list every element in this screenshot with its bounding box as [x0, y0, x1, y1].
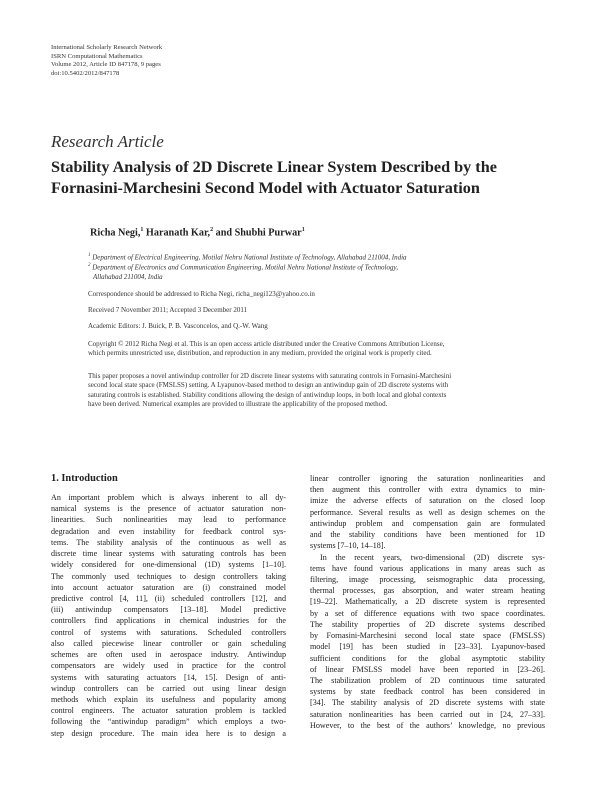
- affiliation-mark: 2: [88, 263, 91, 268]
- affiliation-2: [88, 261, 558, 282]
- body-text-line: An important problem which is always inherent to all dy-: [51, 493, 286, 502]
- journal-name: International Scholarly Research Network: [51, 44, 163, 51]
- body-text-line: In the recent years, two-dimensional (2D) discrete sys-: [320, 552, 545, 562]
- body-text-line: control of systems with saturations. Scheduled controllers: [51, 627, 286, 637]
- author-affiliation-mark: 1: [301, 227, 305, 233]
- body-text-line: (iii) antiwindup compensators [13–18]. Model predictive: [51, 605, 286, 615]
- body-text-line: However, to the best of the authors’ knowledge, no previous: [310, 720, 545, 730]
- body-text-line: compensators are widely used in practice for the control: [51, 661, 286, 671]
- body-text-line: tems have found various applications in many areas such as: [310, 563, 545, 573]
- abstract-line: have been derived. Numerical examples are provided to illustrate the applicability of the proposed method.: [88, 399, 388, 408]
- correspondence-note: Correspondence should be addressed to Richa Negi, richa_negi123@yahoo.co.in: [88, 290, 315, 298]
- body-text-line: systems [7–10, 14–18].: [310, 541, 386, 551]
- body-text-line: step design procedure. The main idea here is to design a: [51, 728, 286, 738]
- author-affiliation-mark: 2: [210, 227, 214, 233]
- body-text-line: thermal processes, gas absorption, and water stream heating: [310, 586, 545, 596]
- received-dates: Received 7 November 2011; Accepted 3 December 2011: [88, 306, 248, 314]
- body-text-line: The stability properties of 2D discrete systems described: [310, 619, 545, 629]
- academic-editors: Academic Editors: J. Buick, P. B. Vasconcelos, and Q.-W. Wang: [88, 322, 268, 330]
- body-text-line: [19–22]. Mathematically, a 2D discrete system is represented: [310, 597, 545, 607]
- title-line: Fornasini-Marchesini Second Model with Actuator Saturation: [51, 178, 480, 197]
- body-text-line: controllers find applications in chemical industries for the: [51, 616, 286, 626]
- abstract-line: saturating controls is established. Stability conditions allowing the design of antiwindup loops, in both local and global contexts: [88, 390, 447, 399]
- body-column-left: [51, 492, 286, 739]
- abstract-line: This paper proposes a novel antiwindup controller for 2D discrete linear systems with saturating controls in Fornasini-Marchesini: [88, 372, 452, 380]
- body-text-line: by a set of difference equations with two space coordinates.: [310, 608, 545, 618]
- title-line: Stability Analysis of 2D Discrete Linear System Described by the: [51, 158, 497, 176]
- copyright-line: Copyright © 2012 Richa Negi et al. This is an open access article distributed under the Creative Commons Attribution License,: [88, 340, 445, 348]
- body-text-line: sufficient conditions for the global asymptotic stability: [310, 653, 545, 663]
- body-text-line: then augment this controller with extra dynamics to min-: [310, 485, 545, 495]
- body-text-line: namical systems is the presence of actuator saturation non-: [51, 504, 286, 514]
- abstract: [88, 372, 558, 409]
- author-name: Haranath Kar,: [143, 227, 211, 239]
- paper-title: [51, 157, 571, 198]
- body-text-line: [34]. The stability analysis of 2D discrete systems with state: [310, 698, 545, 708]
- body-text-line: and the stability conditions have been mentioned for 1D: [310, 530, 545, 540]
- journal-doi: doi:10.5402/2012/847178: [51, 69, 120, 77]
- body-text-line: widely considered for one-dimensional (1D) systems [1–10].: [51, 560, 286, 570]
- abstract-line: second local state space (FMSLSS) setting. A Lyapunov-based method to design an antiwindup gain of 2D discrete systems with: [88, 381, 449, 390]
- copyright-notice: [88, 340, 558, 359]
- body-text-line: following the “antiwindup paradigm” which employs a two-: [51, 717, 286, 727]
- body-text-line: filtering, image processing, seismographic data processing,: [310, 574, 545, 584]
- body-text-line: The stabilization problem of 2D continuous time saturated: [310, 675, 545, 685]
- author-name: and Shubhi Purwar: [213, 227, 302, 239]
- affiliation-text: Allahabad 211004, India: [93, 272, 163, 281]
- section-heading: 1. Introduction: [51, 473, 118, 484]
- affiliation-text: Department of Electrical Engineering, Motilal Nehru National Institute of Technology, Allahabad 211004, India: [90, 253, 407, 262]
- body-text-line: The commonly used techniques to design controllers taking: [51, 571, 286, 581]
- author-list: [90, 227, 305, 238]
- body-column-right: [310, 473, 545, 731]
- copyright-line: which permits unrestricted use, distribution, and reproduction in any medium, provided the original work is properly cited.: [88, 349, 432, 358]
- author-name: Richa Negi,: [90, 227, 141, 239]
- body-text-line: of linear FMSLSS model have been reported in [23–26].: [310, 664, 545, 674]
- body-text-line: model [19] has been studied in [23–33]. Lyapunov-based: [310, 642, 545, 652]
- body-text-line: linear controller ignoring the saturation nonlinearities and: [310, 474, 545, 483]
- body-text-line: by Fornasini-Marchesini second local state space (FMSLSS): [310, 631, 545, 641]
- body-text-line: linearities. Such nonlinearities may lead to performance: [51, 515, 286, 525]
- body-text-line: imize the adverse effects of saturation on the closed loop: [310, 496, 545, 506]
- body-text-line: windup controllers can be carried out using linear design: [51, 683, 286, 693]
- body-text-line: degradation and even instability for feedback control sys-: [51, 526, 286, 536]
- journal-subtitle: ISRN Computational Mathematics: [51, 52, 143, 60]
- affiliation-text: Department of Electronics and Communication Engineering, Motilal Nehru National Institute of Technology,: [90, 263, 398, 272]
- body-text-line: control engineers. The actuator saturation problem is tackled: [51, 706, 286, 716]
- body-text-line: tems. The stability analysis of the continuous as well as: [51, 537, 286, 547]
- body-text-line: performance. Several results as well as design schemes on the: [310, 507, 545, 517]
- body-text-line: methods which explain its usefulness and popularity among: [51, 694, 286, 704]
- body-text-line: predictive control [4, 11], (ii) scheduled controllers [12], and: [51, 593, 286, 603]
- article-type: Research Article: [51, 132, 164, 151]
- body-text-line: also called piecewise linear controller or gain scheduling: [51, 638, 286, 648]
- body-text-line: systems with saturating actuators [14, 15]. Design of anti-: [51, 672, 286, 682]
- affiliation-mark: 1: [88, 253, 91, 258]
- journal-volume: Volume 2012, Article ID 847178, 9 pages: [51, 61, 161, 69]
- body-text-line: discrete time linear systems with saturating controls has been: [51, 549, 286, 559]
- body-text-line: antiwindup problem and compensation gain are formulated: [310, 518, 545, 528]
- journal-header: [51, 44, 162, 78]
- author-affiliation-mark: 1: [140, 227, 144, 233]
- body-text-line: schemes are often used in aerospace industry. Antiwindup: [51, 650, 286, 660]
- body-text-line: systems by state feedback control has been considered in: [310, 687, 545, 697]
- body-text-line: into account actuator saturation are (i) constrained model: [51, 582, 286, 592]
- body-text-line: saturation nonlinearities has been carried out in [24, 27–33].: [310, 709, 545, 719]
